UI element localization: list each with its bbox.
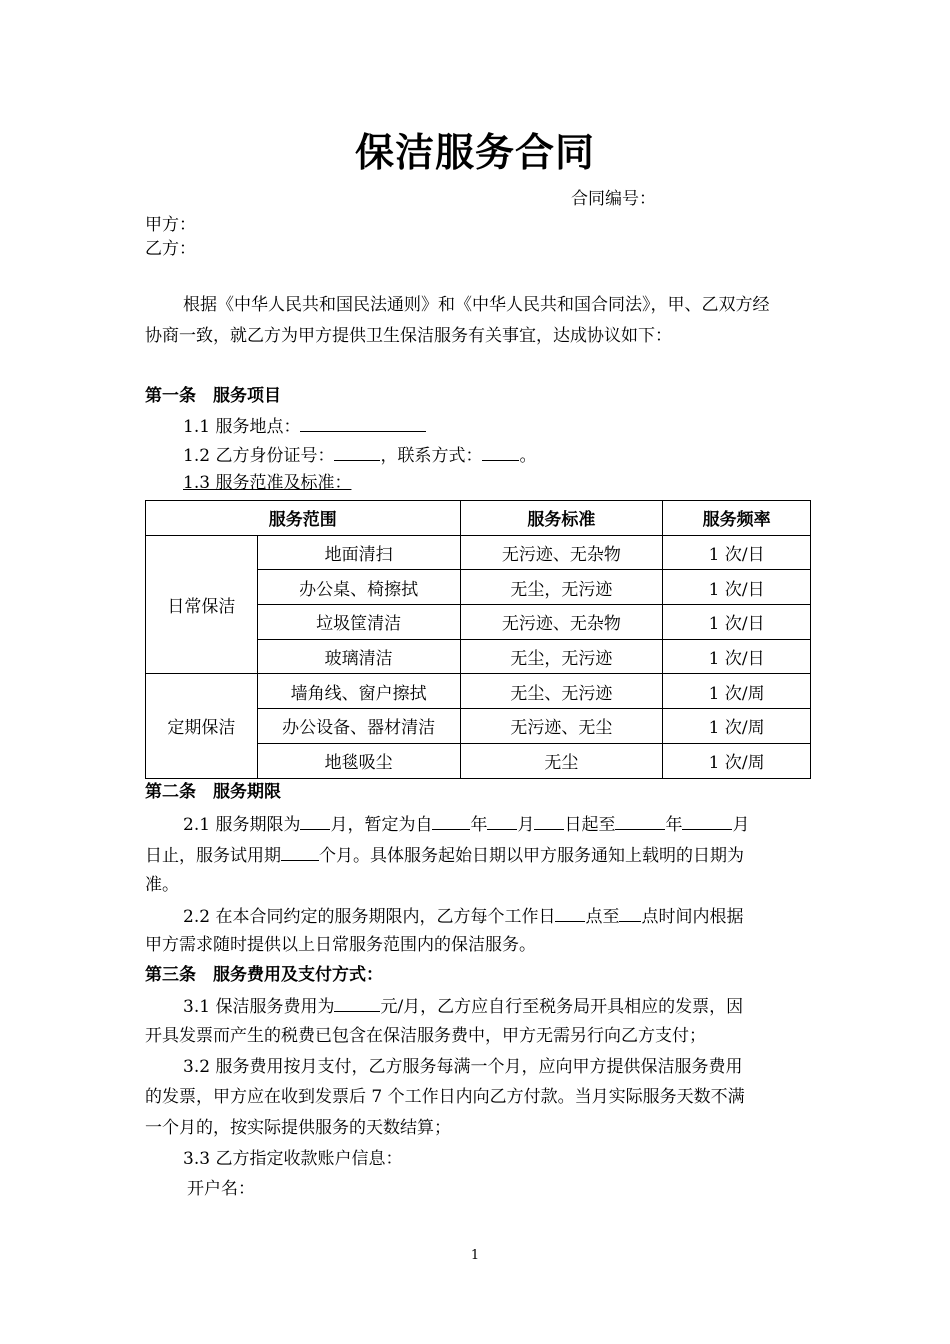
clause-2-1-text: 月 [517,815,535,835]
row-frequency: 1 次/周 [663,674,811,709]
clause-2-1-text: 日起至 [564,815,616,835]
clause-3-1-text: 3.1 保洁服务费用为 [183,997,335,1017]
contract-number-label: 合同编号： [571,189,656,209]
clause-2-1-line-2 [145,843,744,867]
row-standard: 无污迹、无杂物 [460,535,663,570]
row-item: 地毯吸尘 [257,743,460,778]
row-frequency: 1 次/日 [663,535,811,570]
clause-3-3: 3.3 乙方指定收款账户信息： [183,1149,403,1169]
row-frequency: 1 次/日 [663,570,811,605]
row-item: 墙角线、窗户擦拭 [257,674,460,709]
clause-3-2-line-2: 的发票，甲方应在收到发票后 7 个工作日内向乙方付款。当月实际服务天数不满 [145,1087,745,1107]
row-standard: 无尘、无污迹 [460,674,663,709]
clause-3-1-line-1 [183,994,743,1018]
party-a-label: 甲方： [145,215,196,235]
clause-2-2-text: 点时间内根据 [641,907,744,927]
header-scope: 服务范围 [146,501,461,536]
row-standard: 无尘，无污迹 [460,570,663,605]
clause-3-1-text: 元/月，乙方应自行至税务局开具相应的发票，因 [380,997,744,1017]
clause-1-3: 1.3 服务范准及标准： [183,473,352,493]
monthly-fee-blank [334,994,380,1012]
clause-2-1-text: 月，暂定为自 [330,815,433,835]
table-row [146,535,811,570]
contact-blank [482,443,519,461]
article-1-heading: 第一条 服务项目 [145,386,281,406]
clause-2-1-text: 日止，服务试用期 [145,846,281,866]
clause-2-1-text: 年 [665,815,683,835]
page-number: 1 [470,1248,480,1263]
table-header-row [146,501,811,536]
clause-3-2-line-3: 一个月的，按实际提供服务的天数结算； [145,1118,451,1138]
clause-1-2-end: 。 [519,446,537,466]
party-b-label: 乙方： [145,239,196,259]
service-location-blank [300,414,426,432]
table-row [146,674,811,709]
clause-2-1-line-3: 准。 [145,875,179,895]
service-table [145,500,811,779]
article-3-heading: 第三条 服务费用及支付方式： [145,965,383,985]
row-frequency: 1 次/周 [663,709,811,744]
term-months-blank [300,812,330,830]
row-standard: 无尘，无污迹 [460,639,663,674]
clause-1-1 [183,414,426,438]
row-item: 玻璃清洁 [257,639,460,674]
clause-3-2-line-1: 3.2 服务费用按月支付，乙方服务每满一个月，应向甲方提供保洁服务费用 [183,1057,743,1077]
clause-1-1-label: 1.1 服务地点： [183,417,301,437]
row-standard: 无污迹、无尘 [460,709,663,744]
clause-3-1-line-2: 开具发票而产生的税费已包含在保洁服务费中，甲方无需另行向乙方支付； [145,1026,706,1046]
group-name-daily: 日常保洁 [146,535,258,674]
clause-1-2-contact-label: ，联系方式： [380,446,483,466]
end-year-blank [615,812,665,830]
row-item: 办公设备、器材清洁 [257,709,460,744]
clause-1-2 [183,443,536,467]
header-standard: 服务标准 [460,501,663,536]
id-number-blank [334,443,380,461]
row-frequency: 1 次/日 [663,605,811,640]
clause-2-1-text: 年 [470,815,488,835]
end-month-blank [682,812,732,830]
account-name-label: 开户名： [187,1179,255,1199]
clause-2-2-text: 2.2 在本合同约定的服务期限内，乙方每个工作日 [183,907,556,927]
row-frequency: 1 次/日 [663,639,811,674]
clause-2-2-line-1 [183,904,743,928]
start-hour-blank [555,904,585,922]
row-frequency: 1 次/周 [663,743,811,778]
clause-2-1-text: 个月。具体服务起始日期以甲方服务通知上载明的日期为 [319,846,744,866]
trial-months-blank [281,843,319,861]
header-frequency: 服务频率 [663,501,811,536]
clause-2-1-text: 2.1 服务期限为 [183,815,301,835]
clause-2-1-text: 月 [732,815,750,835]
start-year-blank [432,812,470,830]
clause-1-2-id-label: 1.2 乙方身份证号： [183,446,335,466]
row-standard: 无尘 [460,743,663,778]
end-hour-blank [619,904,641,922]
document-title: 保洁服务合同 [354,131,595,176]
row-standard: 无污迹、无杂物 [460,605,663,640]
intro-line-2: 协商一致，就乙方为甲方提供卫生保洁服务有关事宜，达成协议如下： [145,326,672,346]
start-month-blank [487,812,517,830]
clause-2-1-line-1 [183,812,749,836]
clause-2-2-line-2: 甲方需求随时提供以上日常服务范围内的保洁服务。 [145,935,536,955]
article-2-heading: 第二条 服务期限 [145,782,281,802]
intro-line-1: 根据《中华人民共和国民法通则》和《中华人民共和国合同法》，甲、乙双方经 [183,295,770,315]
row-item: 办公桌、椅擦拭 [257,570,460,605]
start-day-blank [534,812,564,830]
row-item: 垃圾筐清洁 [257,605,460,640]
row-item: 地面清扫 [257,535,460,570]
clause-2-2-text: 点至 [585,907,620,927]
group-name-periodic: 定期保洁 [146,674,258,778]
